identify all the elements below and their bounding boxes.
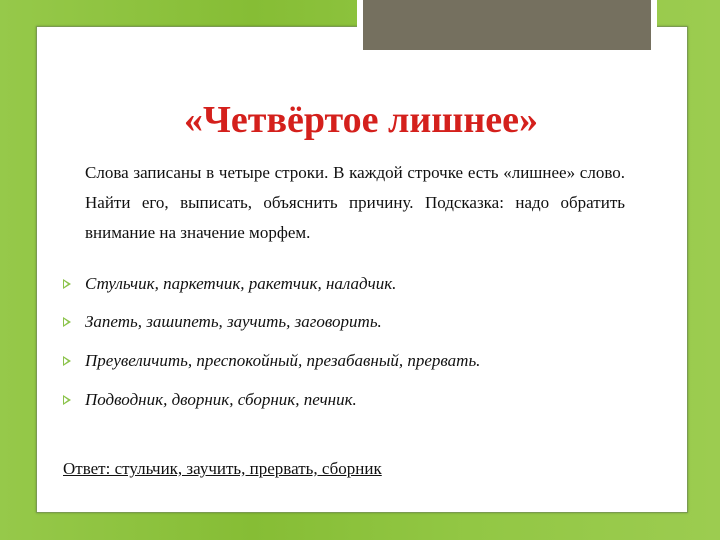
list-item-text: Преувеличить, преспокойный, презабавный, прервать. — [85, 351, 481, 370]
list-item-text: Стульчик, паркетчик, ракетчик, наладчик. — [85, 274, 397, 293]
bullet-arrow-icon — [63, 317, 71, 327]
intro-text: Слова записаны в четыре строки. В каждой строчке есть «лишнее» слово. Найти его, выписать, объяснить причину. Подсказка: надо обратить внимание на значение морфем. — [85, 163, 625, 242]
bullet-arrow-icon — [63, 279, 71, 289]
list-item-text: Подводник, дворник, сборник, печник. — [85, 390, 357, 409]
list-item — [63, 349, 663, 373]
list-item — [63, 310, 663, 334]
bullet-arrow-icon — [63, 395, 71, 405]
list-item — [63, 272, 663, 296]
bullet-arrow-icon — [63, 356, 71, 366]
list-item — [63, 388, 663, 412]
list-item-text: Запеть, зашипеть, заучить, заговорить. — [85, 312, 382, 331]
decorative-block — [363, 0, 651, 50]
slide-title: «Четвёртое лишнее» — [184, 99, 538, 141]
answer-text: Ответ: стульчик, заучить, прервать, сборник — [63, 459, 382, 478]
